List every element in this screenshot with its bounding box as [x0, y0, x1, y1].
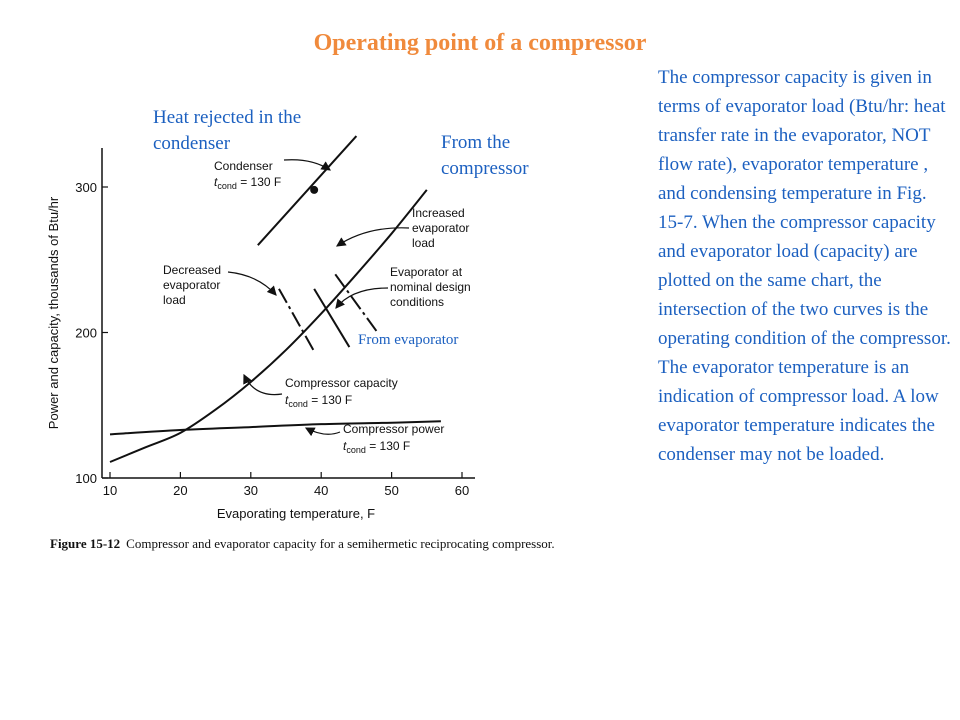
nominal-evaporator-arrow: [336, 288, 388, 308]
evaporator-nominal-line: [314, 289, 349, 347]
svg-text:evaporator: evaporator: [163, 278, 221, 292]
x-tick-label: 50: [384, 483, 399, 498]
condenser-point-marker: [310, 186, 318, 194]
decreased-load-annotation: [163, 263, 221, 307]
x-tick-label: 20: [173, 483, 188, 498]
increased-load-arrow: [337, 228, 409, 246]
y-tick-label: 300: [75, 180, 97, 195]
svg-text:nominal design: nominal design: [390, 280, 471, 294]
nominal-evaporator-annotation: [390, 265, 471, 309]
figure-caption: Figure 15-12 Compressor and evaporator capacity for a semihermetic reciprocating compressor.: [50, 536, 555, 551]
power-annotation: Compressor power: [343, 422, 445, 436]
power-temp-annotation: $t_{cond} = 130$ F: [343, 439, 411, 455]
capacity-annotation: Compressor capacity: [285, 376, 398, 390]
svg-text:conditions: conditions: [390, 295, 445, 309]
from-evaporator-label: From evaporator: [358, 332, 459, 348]
slide-title: Operating point of a compressor: [313, 30, 647, 56]
power-arrow: [306, 428, 340, 434]
from-compressor-label: From the compressor: [441, 132, 529, 179]
description-text: The compressor capacity is given in terms of evaporator load (Btu/hr: heat transfer rate in the evaporator, NOT flow rate), evaporator temperature , and condensing temperature in Fig. 15-7. When the compressor capacity and evaporator load (capacity) are plotted on the same chart, the intersection of the two curves is the operating condition of the compressor. The evaporator temperature is an indication of compressor load. A low evaporator temperature indicates the condenser may not be loaded.: [658, 67, 951, 465]
x-tick-label: 30: [243, 483, 259, 498]
svg-text:evaporator: evaporator: [412, 221, 470, 235]
evaporator-increased-line: [335, 274, 377, 332]
evaporator-decreased-line: [279, 289, 314, 352]
heat-rejected-label: Heat rejected in the condenser: [153, 107, 302, 154]
capacity-temp-annotation: $t_{cond} = 130$ F: [285, 393, 353, 409]
svg-text:Evaporator at: Evaporator at: [390, 265, 463, 279]
condenser-annotation: Condenser: [214, 159, 273, 173]
svg-text:Decreased: Decreased: [163, 263, 222, 277]
decreased-load-arrow: [228, 272, 276, 295]
svg-text:load: load: [163, 293, 186, 307]
x-tick-label: 60: [454, 483, 470, 498]
x-tick-label: 10: [102, 483, 118, 498]
y-tick-label: 100: [75, 471, 97, 486]
svg-text:load: load: [412, 236, 435, 250]
condenser-arrow: [284, 160, 330, 170]
condenser-temp-annotation: $t_{cond} = 130$ F: [214, 175, 282, 191]
x-axis-title: Evaporating temperature, F: [216, 506, 376, 521]
svg-text:Increased: Increased: [412, 206, 465, 220]
condenser-line: [258, 136, 357, 245]
y-tick-label: 200: [75, 325, 97, 341]
increased-load-annotation: [412, 206, 469, 250]
capacity-arrow: [244, 375, 282, 395]
x-tick-label: 40: [313, 483, 329, 498]
y-axis-title: Power and capacity, thousands of Btu/hr: [46, 196, 61, 430]
